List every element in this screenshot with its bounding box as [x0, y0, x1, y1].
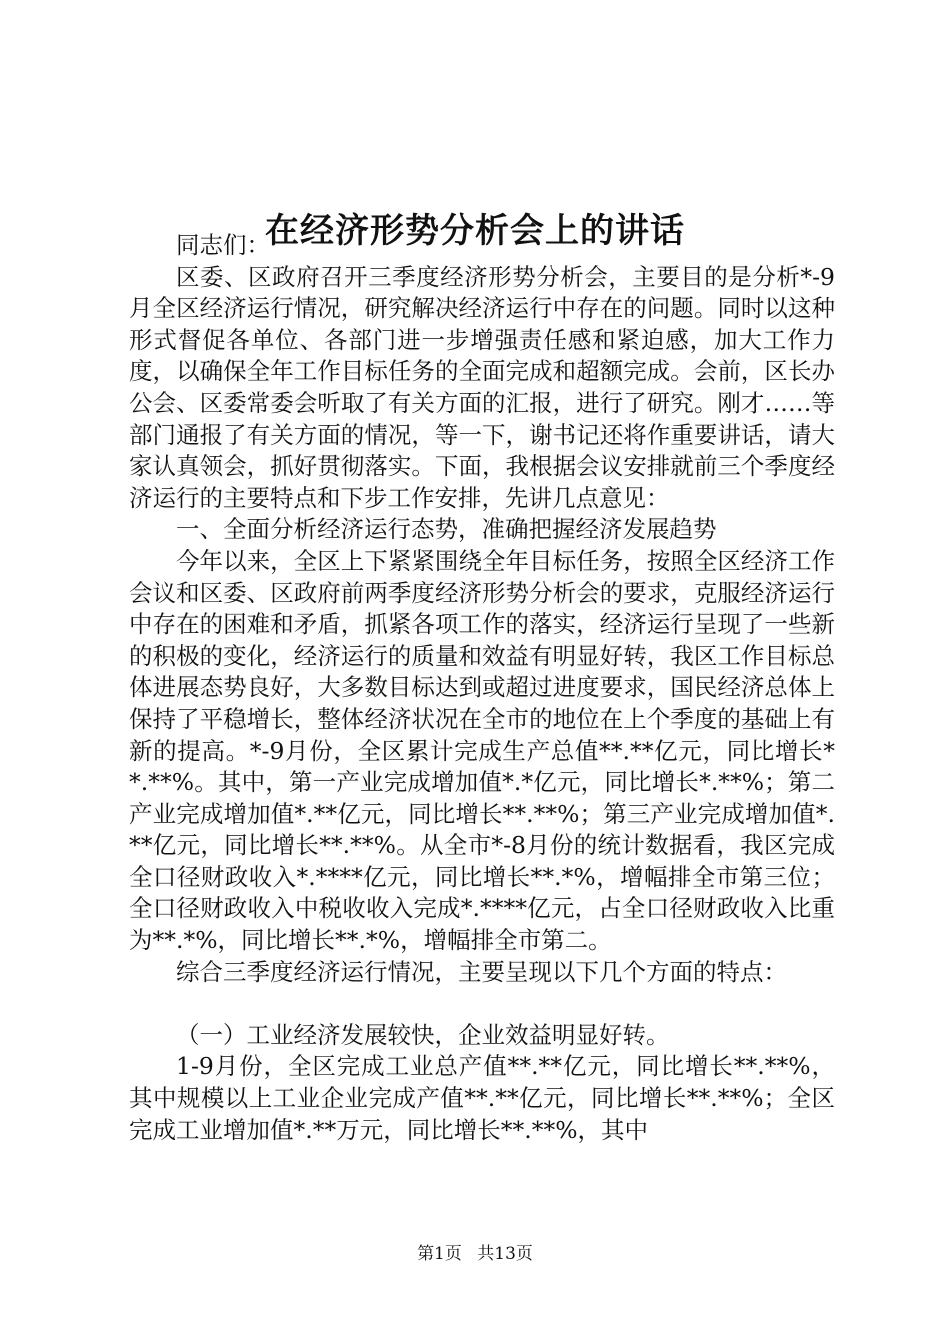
- document-body: [129, 230, 835, 1146]
- section-heading: 一、全面分析经济运行态势，准确把握经济发展趋势: [176, 515, 717, 544]
- salutation: 同志们：: [176, 231, 270, 259]
- body-paragraph: 今年以来，全区上下紧紧围绕全年目标任务，按照全区经济工作会议和区委、区政府前两季度经济形势分析会的要求，克服经济运行中存在的困难和矛盾，抓紧各项工作的落实，经济运行呈现了一些新的积极的变化，经济运行的质量和效益有明显好转，我区工作目标总体进展态势良好，大多数目标达到或超过进度要求，国民经济总体上保持了平稳增长，整体经济状况在全市的地位在上个季度的基础上有新的提高。*-9月份，全区累计完成生产总值**.**亿元，同比增长**.**%。其中，第一产业完成增加值*.*亿元，同比增长*.**%；第二产业完成增加值*.**亿元，同比增长**.**%；第三产业完成增加值*.**亿元，同比增长**.**%。从全市*-8月份的统计数据看，我区完成全口径财政收入*.****亿元，同比增长**.*%，增幅排全市第三位；全口径财政收入中税收收入完成*.****亿元，占全口径财政收入比重为**.*%，同比增长**.*%，增幅排全市第二。: [129, 546, 835, 955]
- document-title: 在经济形势分析会上的讲话: [265, 210, 685, 251]
- page-total: 共13页: [477, 1244, 533, 1264]
- subsection-heading: （一）工业经济发展较快，企业效益明显好转。: [176, 1020, 670, 1049]
- page-number: 第1页: [417, 1244, 462, 1264]
- body-paragraph: 综合三季度经济运行情况，主要呈现以下几个方面的特点：: [176, 957, 787, 986]
- body-paragraph: 区委、区政府召开三季度经济形势分析会，主要目的是分析*-9月全区经济运行情况，研究解决经济运行中存在的问题。同时以这种形式督促各单位、各部门进一步增强责任感和紧迫感，加大工作力度，以确保全年工作目标任务的全面完成和超额完成。会前，区长办公会、区委常委会听取了有关方面的汇报，进行了研究。刚才……等部门通报了有关方面的情况，等一下，谢书记还将作重要讲话，请大家认真领会，抓好贯彻落实。下面，我根据会议安排就前三个季度经济运行的主要特点和下步工作安排，先讲几点意见：: [129, 262, 835, 512]
- page-footer: [0, 1242, 950, 1266]
- body-paragraph: 1-9月份，全区完成工业总产值**.**亿元，同比增长**.**%，其中规模以上工业企业完成产值**.**亿元，同比增长**.**%；全区完成工业增加值*.**万元，同比增长**.**%，其中: [129, 1052, 835, 1144]
